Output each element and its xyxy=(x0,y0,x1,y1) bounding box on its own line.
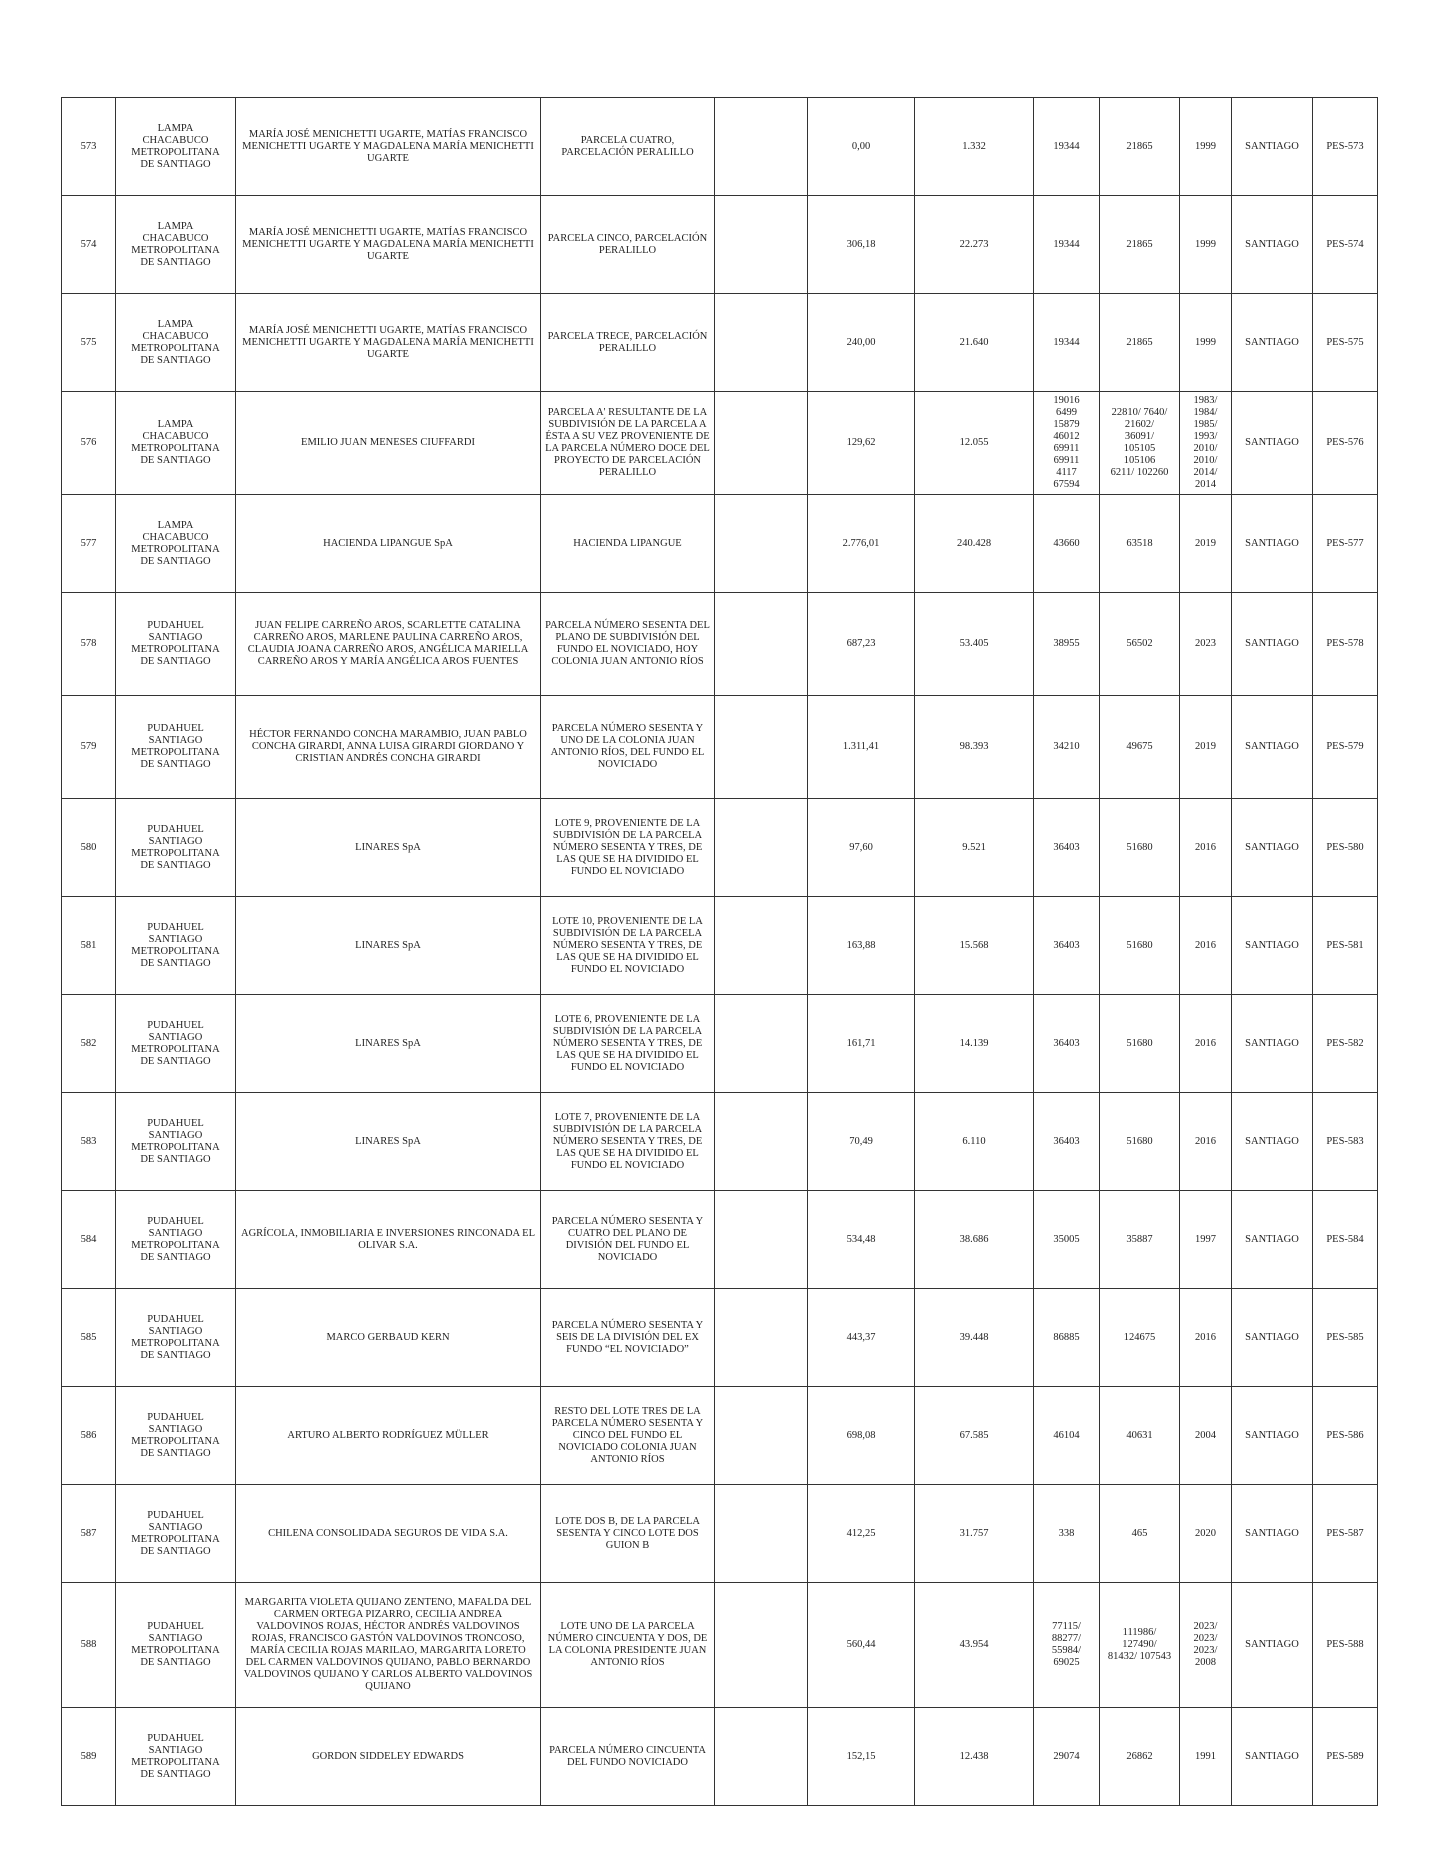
area-cell: 560,44 xyxy=(808,1583,915,1708)
area-cell: 129,62 xyxy=(808,392,915,495)
numero-cell: 465 xyxy=(1100,1485,1180,1583)
numero-cell: 26862 xyxy=(1100,1708,1180,1806)
registry-cell: SANTIAGO xyxy=(1232,1093,1313,1191)
fojas-cell: 77115/ 88277/ 55984/ 69025 xyxy=(1034,1583,1100,1708)
owner-cell: MARÍA JOSÉ MENICHETTI UGARTE, MATÍAS FRANCISCO MENICHETTI UGARTE Y MAGDALENA MARÍA MENICHETTI UGARTE xyxy=(236,196,541,294)
area-cell: 2.776,01 xyxy=(808,495,915,593)
property-cell: LOTE 9, PROVENIENTE DE LA SUBDIVISIÓN DE LA PARCELA NÚMERO SESENTA Y TRES, DE LAS QUE SE HA DIVIDIDO EL FUNDO EL NOVICIADO xyxy=(541,799,715,897)
owner-cell: HÉCTOR FERNANDO CONCHA MARAMBIO, JUAN PABLO CONCHA GIRARDI, ANNA LUISA GIRARDI GIORDANO Y CRISTIAN ANDRÉS CONCHA GIRARDI xyxy=(236,696,541,799)
year-cell: 1991 xyxy=(1180,1708,1232,1806)
table-row xyxy=(62,995,1378,1093)
area-cell: 152,15 xyxy=(808,1708,915,1806)
row-number: 574 xyxy=(62,196,116,294)
code-cell: PES-580 xyxy=(1313,799,1378,897)
code-cell: PES-588 xyxy=(1313,1583,1378,1708)
area-cell: 97,60 xyxy=(808,799,915,897)
table-row xyxy=(62,1387,1378,1485)
value-cell: 9.521 xyxy=(915,799,1034,897)
value-cell: 1.332 xyxy=(915,98,1034,196)
blank-cell xyxy=(715,1289,808,1387)
numero-cell: 35887 xyxy=(1100,1191,1180,1289)
comuna-cell: LAMPA CHACABUCO METROPOLITANA DE SANTIAGO xyxy=(116,392,236,495)
property-cell: PARCELA NÚMERO SESENTA Y SEIS DE LA DIVISIÓN DEL EX FUNDO “EL NOVICIADO” xyxy=(541,1289,715,1387)
fojas-cell: 43660 xyxy=(1034,495,1100,593)
comuna-cell: PUDAHUEL SANTIAGO METROPOLITANA DE SANTIAGO xyxy=(116,897,236,995)
year-cell: 2004 xyxy=(1180,1387,1232,1485)
table-row xyxy=(62,98,1378,196)
owner-cell: MARÍA JOSÉ MENICHETTI UGARTE, MATÍAS FRANCISCO MENICHETTI UGARTE Y MAGDALENA MARÍA MENICHETTI UGARTE xyxy=(236,294,541,392)
owner-cell: JUAN FELIPE CARREÑO AROS, SCARLETTE CATALINA CARREÑO AROS, MARLENE PAULINA CARREÑO AROS, CLAUDIA JOANA CARREÑO AROS, ANGÉLICA MARIELLA CARREÑO AROS Y MARÍA ANGÉLICA AROS FUENTES xyxy=(236,593,541,696)
year-cell: 1983/ 1984/ 1985/ 1993/ 2010/ 2010/ 2014/ 2014 xyxy=(1180,392,1232,495)
area-cell: 698,08 xyxy=(808,1387,915,1485)
value-cell: 12.438 xyxy=(915,1708,1034,1806)
row-number: 588 xyxy=(62,1583,116,1708)
numero-cell: 56502 xyxy=(1100,593,1180,696)
blank-cell xyxy=(715,392,808,495)
registry-cell: SANTIAGO xyxy=(1232,98,1313,196)
area-cell: 161,71 xyxy=(808,995,915,1093)
property-cell: LOTE 7, PROVENIENTE DE LA SUBDIVISIÓN DE LA PARCELA NÚMERO SESENTA Y TRES, DE LAS QUE SE HA DIVIDIDO EL FUNDO EL NOVICIADO xyxy=(541,1093,715,1191)
comuna-cell: LAMPA CHACABUCO METROPOLITANA DE SANTIAGO xyxy=(116,294,236,392)
table-row xyxy=(62,495,1378,593)
fojas-cell: 86885 xyxy=(1034,1289,1100,1387)
registry-cell: SANTIAGO xyxy=(1232,995,1313,1093)
comuna-cell: PUDAHUEL SANTIAGO METROPOLITANA DE SANTIAGO xyxy=(116,1485,236,1583)
row-number: 578 xyxy=(62,593,116,696)
comuna-cell: LAMPA CHACABUCO METROPOLITANA DE SANTIAGO xyxy=(116,98,236,196)
registry-cell: SANTIAGO xyxy=(1232,696,1313,799)
property-cell: LOTE UNO DE LA PARCELA NÚMERO CINCUENTA Y DOS, DE LA COLONIA PRESIDENTE JUAN ANTONIO RÍOS xyxy=(541,1583,715,1708)
table-row xyxy=(62,392,1378,495)
registry-cell: SANTIAGO xyxy=(1232,1708,1313,1806)
fojas-cell: 19344 xyxy=(1034,98,1100,196)
registry-cell: SANTIAGO xyxy=(1232,196,1313,294)
comuna-cell: PUDAHUEL SANTIAGO METROPOLITANA DE SANTIAGO xyxy=(116,1387,236,1485)
blank-cell xyxy=(715,1485,808,1583)
registry-cell: SANTIAGO xyxy=(1232,1485,1313,1583)
table-row xyxy=(62,897,1378,995)
blank-cell xyxy=(715,98,808,196)
owner-cell: MARÍA JOSÉ MENICHETTI UGARTE, MATÍAS FRANCISCO MENICHETTI UGARTE Y MAGDALENA MARÍA MENICHETTI UGARTE xyxy=(236,98,541,196)
blank-cell xyxy=(715,799,808,897)
fojas-cell: 36403 xyxy=(1034,995,1100,1093)
value-cell: 22.273 xyxy=(915,196,1034,294)
code-cell: PES-585 xyxy=(1313,1289,1378,1387)
registry-cell: SANTIAGO xyxy=(1232,897,1313,995)
code-cell: PES-589 xyxy=(1313,1708,1378,1806)
registry-cell: SANTIAGO xyxy=(1232,1191,1313,1289)
comuna-cell: PUDAHUEL SANTIAGO METROPOLITANA DE SANTIAGO xyxy=(116,1583,236,1708)
year-cell: 1999 xyxy=(1180,196,1232,294)
table-row xyxy=(62,593,1378,696)
row-number: 581 xyxy=(62,897,116,995)
numero-cell: 111986/ 127490/ 81432/ 107543 xyxy=(1100,1583,1180,1708)
area-cell: 412,25 xyxy=(808,1485,915,1583)
comuna-cell: PUDAHUEL SANTIAGO METROPOLITANA DE SANTIAGO xyxy=(116,995,236,1093)
blank-cell xyxy=(715,995,808,1093)
numero-cell: 51680 xyxy=(1100,995,1180,1093)
fojas-cell: 338 xyxy=(1034,1485,1100,1583)
value-cell: 43.954 xyxy=(915,1583,1034,1708)
blank-cell xyxy=(715,1708,808,1806)
comuna-cell: PUDAHUEL SANTIAGO METROPOLITANA DE SANTIAGO xyxy=(116,1191,236,1289)
blank-cell xyxy=(715,1191,808,1289)
fojas-cell: 36403 xyxy=(1034,897,1100,995)
numero-cell: 51680 xyxy=(1100,799,1180,897)
property-cell: LOTE 6, PROVENIENTE DE LA SUBDIVISIÓN DE LA PARCELA NÚMERO SESENTA Y TRES, DE LAS QUE SE HA DIVIDIDO EL FUNDO EL NOVICIADO xyxy=(541,995,715,1093)
row-number: 579 xyxy=(62,696,116,799)
value-cell: 53.405 xyxy=(915,593,1034,696)
code-cell: PES-575 xyxy=(1313,294,1378,392)
row-number: 577 xyxy=(62,495,116,593)
registry-cell: SANTIAGO xyxy=(1232,1387,1313,1485)
numero-cell: 49675 xyxy=(1100,696,1180,799)
owner-cell: LINARES SpA xyxy=(236,1093,541,1191)
value-cell: 38.686 xyxy=(915,1191,1034,1289)
area-cell: 306,18 xyxy=(808,196,915,294)
code-cell: PES-577 xyxy=(1313,495,1378,593)
owner-cell: LINARES SpA xyxy=(236,995,541,1093)
area-cell: 534,48 xyxy=(808,1191,915,1289)
property-cell: PARCELA A' RESULTANTE DE LA SUBDIVISIÓN DE LA PARCELA A ÉSTA A SU VEZ PROVENIENTE DE LA PARCELA NÚMERO DOCE DEL PROYECTO DE PARCELACIÓN PERALILLO xyxy=(541,392,715,495)
blank-cell xyxy=(715,1093,808,1191)
area-cell: 443,37 xyxy=(808,1289,915,1387)
value-cell: 15.568 xyxy=(915,897,1034,995)
blank-cell xyxy=(715,495,808,593)
comuna-cell: PUDAHUEL SANTIAGO METROPOLITANA DE SANTIAGO xyxy=(116,696,236,799)
code-cell: PES-584 xyxy=(1313,1191,1378,1289)
owner-cell: LINARES SpA xyxy=(236,897,541,995)
year-cell: 2023 xyxy=(1180,593,1232,696)
value-cell: 39.448 xyxy=(915,1289,1034,1387)
row-number: 573 xyxy=(62,98,116,196)
comuna-cell: PUDAHUEL SANTIAGO METROPOLITANA DE SANTIAGO xyxy=(116,593,236,696)
year-cell: 1999 xyxy=(1180,98,1232,196)
table-row xyxy=(62,799,1378,897)
fojas-cell: 36403 xyxy=(1034,1093,1100,1191)
table-row xyxy=(62,1191,1378,1289)
owner-cell: MARGARITA VIOLETA QUIJANO ZENTENO, MAFALDA DEL CARMEN ORTEGA PIZARRO, CECILIA ANDREA VALDOVINOS ROJAS, HÉCTOR ANDRÉS VALDOVINOS ROJAS, FRANCISCO GASTÓN VALDOVINOS TRONCOSO, MARÍA CECILIA ROJAS MARILAO, MARGARITA LORETO DEL CARMEN VALDOVINOS QUIJANO, PABLO BERNARDO VALDOVINOS QUIJANO Y CARLOS ALBERTO VALDOVINOS QUIJANO xyxy=(236,1583,541,1708)
table-row xyxy=(62,1093,1378,1191)
row-number: 582 xyxy=(62,995,116,1093)
table-body xyxy=(62,98,1378,1806)
comuna-cell: LAMPA CHACABUCO METROPOLITANA DE SANTIAGO xyxy=(116,196,236,294)
year-cell: 2016 xyxy=(1180,995,1232,1093)
row-number: 584 xyxy=(62,1191,116,1289)
owner-cell: GORDON SIDDELEY EDWARDS xyxy=(236,1708,541,1806)
code-cell: PES-581 xyxy=(1313,897,1378,995)
property-cell: PARCELA NÚMERO SESENTA DEL PLANO DE SUBDIVISIÓN DEL FUNDO EL NOVICIADO, HOY COLONIA JUAN ANTONIO RÍOS xyxy=(541,593,715,696)
owner-cell: CHILENA CONSOLIDADA SEGUROS DE VIDA S.A. xyxy=(236,1485,541,1583)
fojas-cell: 19344 xyxy=(1034,196,1100,294)
value-cell: 67.585 xyxy=(915,1387,1034,1485)
code-cell: PES-586 xyxy=(1313,1387,1378,1485)
blank-cell xyxy=(715,294,808,392)
owner-cell: LINARES SpA xyxy=(236,799,541,897)
owner-cell: MARCO GERBAUD KERN xyxy=(236,1289,541,1387)
property-cell: PARCELA NÚMERO SESENTA Y CUATRO DEL PLANO DE DIVISIÓN DEL FUNDO EL NOVICIADO xyxy=(541,1191,715,1289)
comuna-cell: PUDAHUEL SANTIAGO METROPOLITANA DE SANTIAGO xyxy=(116,1093,236,1191)
area-cell: 240,00 xyxy=(808,294,915,392)
table-row xyxy=(62,1485,1378,1583)
year-cell: 1997 xyxy=(1180,1191,1232,1289)
value-cell: 21.640 xyxy=(915,294,1034,392)
document-page xyxy=(61,97,1378,1806)
numero-cell: 51680 xyxy=(1100,897,1180,995)
row-number: 589 xyxy=(62,1708,116,1806)
code-cell: PES-579 xyxy=(1313,696,1378,799)
property-cell: PARCELA NÚMERO CINCUENTA DEL FUNDO NOVICIADO xyxy=(541,1708,715,1806)
value-cell: 12.055 xyxy=(915,392,1034,495)
row-number: 580 xyxy=(62,799,116,897)
registry-cell: SANTIAGO xyxy=(1232,392,1313,495)
row-number: 587 xyxy=(62,1485,116,1583)
value-cell: 31.757 xyxy=(915,1485,1034,1583)
row-number: 583 xyxy=(62,1093,116,1191)
year-cell: 1999 xyxy=(1180,294,1232,392)
fojas-cell: 35005 xyxy=(1034,1191,1100,1289)
property-cell: PARCELA CINCO, PARCELACIÓN PERALILLO xyxy=(541,196,715,294)
property-cell: LOTE 10, PROVENIENTE DE LA SUBDIVISIÓN DE LA PARCELA NÚMERO SESENTA Y TRES, DE LAS QUE SE HA DIVIDIDO EL FUNDO EL NOVICIADO xyxy=(541,897,715,995)
numero-cell: 21865 xyxy=(1100,294,1180,392)
year-cell: 2023/ 2023/ 2023/ 2008 xyxy=(1180,1583,1232,1708)
year-cell: 2016 xyxy=(1180,897,1232,995)
value-cell: 14.139 xyxy=(915,995,1034,1093)
numero-cell: 21865 xyxy=(1100,98,1180,196)
row-number: 585 xyxy=(62,1289,116,1387)
fojas-cell: 19016 6499 15879 46012 69911 69911 4117 67594 xyxy=(1034,392,1100,495)
property-cell: HACIENDA LIPANGUE xyxy=(541,495,715,593)
property-cell: PARCELA CUATRO, PARCELACIÓN PERALILLO xyxy=(541,98,715,196)
property-cell: PARCELA NÚMERO SESENTA Y UNO DE LA COLONIA JUAN ANTONIO RÍOS, DEL FUNDO EL NOVICIADO xyxy=(541,696,715,799)
blank-cell xyxy=(715,593,808,696)
registry-cell: SANTIAGO xyxy=(1232,294,1313,392)
value-cell: 240.428 xyxy=(915,495,1034,593)
table-row xyxy=(62,1583,1378,1708)
registry-cell: SANTIAGO xyxy=(1232,799,1313,897)
area-cell: 1.311,41 xyxy=(808,696,915,799)
blank-cell xyxy=(715,1387,808,1485)
blank-cell xyxy=(715,196,808,294)
year-cell: 2019 xyxy=(1180,696,1232,799)
registry-cell: SANTIAGO xyxy=(1232,593,1313,696)
numero-cell: 21865 xyxy=(1100,196,1180,294)
value-cell: 98.393 xyxy=(915,696,1034,799)
value-cell: 6.110 xyxy=(915,1093,1034,1191)
property-cell: PARCELA TRECE, PARCELACIÓN PERALILLO xyxy=(541,294,715,392)
fojas-cell: 29074 xyxy=(1034,1708,1100,1806)
comuna-cell: PUDAHUEL SANTIAGO METROPOLITANA DE SANTIAGO xyxy=(116,1289,236,1387)
fojas-cell: 36403 xyxy=(1034,799,1100,897)
numero-cell: 63518 xyxy=(1100,495,1180,593)
property-cell: RESTO DEL LOTE TRES DE LA PARCELA NÚMERO SESENTA Y CINCO DEL FUNDO EL NOVICIADO COLONIA JUAN ANTONIO RÍOS xyxy=(541,1387,715,1485)
table-row xyxy=(62,696,1378,799)
table-row xyxy=(62,196,1378,294)
code-cell: PES-583 xyxy=(1313,1093,1378,1191)
table-row xyxy=(62,1289,1378,1387)
registry-cell: SANTIAGO xyxy=(1232,1289,1313,1387)
numero-cell: 124675 xyxy=(1100,1289,1180,1387)
property-cell: LOTE DOS B, DE LA PARCELA SESENTA Y CINCO LOTE DOS GUION B xyxy=(541,1485,715,1583)
numero-cell: 51680 xyxy=(1100,1093,1180,1191)
numero-cell: 40631 xyxy=(1100,1387,1180,1485)
owner-cell: AGRÍCOLA, INMOBILIARIA E INVERSIONES RINCONADA EL OLIVAR S.A. xyxy=(236,1191,541,1289)
area-cell: 687,23 xyxy=(808,593,915,696)
code-cell: PES-578 xyxy=(1313,593,1378,696)
row-number: 576 xyxy=(62,392,116,495)
code-cell: PES-582 xyxy=(1313,995,1378,1093)
row-number: 586 xyxy=(62,1387,116,1485)
blank-cell xyxy=(715,696,808,799)
area-cell: 163,88 xyxy=(808,897,915,995)
code-cell: PES-587 xyxy=(1313,1485,1378,1583)
property-records-table xyxy=(61,97,1378,1806)
year-cell: 2016 xyxy=(1180,1093,1232,1191)
owner-cell: HACIENDA LIPANGUE SpA xyxy=(236,495,541,593)
year-cell: 2020 xyxy=(1180,1485,1232,1583)
registry-cell: SANTIAGO xyxy=(1232,1583,1313,1708)
row-number: 575 xyxy=(62,294,116,392)
fojas-cell: 38955 xyxy=(1034,593,1100,696)
year-cell: 2016 xyxy=(1180,1289,1232,1387)
code-cell: PES-576 xyxy=(1313,392,1378,495)
fojas-cell: 34210 xyxy=(1034,696,1100,799)
area-cell: 70,49 xyxy=(808,1093,915,1191)
comuna-cell: LAMPA CHACABUCO METROPOLITANA DE SANTIAGO xyxy=(116,495,236,593)
fojas-cell: 19344 xyxy=(1034,294,1100,392)
table-row xyxy=(62,1708,1378,1806)
table-row xyxy=(62,294,1378,392)
registry-cell: SANTIAGO xyxy=(1232,495,1313,593)
owner-cell: ARTURO ALBERTO RODRÍGUEZ MÜLLER xyxy=(236,1387,541,1485)
year-cell: 2019 xyxy=(1180,495,1232,593)
code-cell: PES-573 xyxy=(1313,98,1378,196)
comuna-cell: PUDAHUEL SANTIAGO METROPOLITANA DE SANTIAGO xyxy=(116,1708,236,1806)
fojas-cell: 46104 xyxy=(1034,1387,1100,1485)
year-cell: 2016 xyxy=(1180,799,1232,897)
blank-cell xyxy=(715,1583,808,1708)
numero-cell: 22810/ 7640/ 21602/ 36091/ 105105 105106 6211/ 102260 xyxy=(1100,392,1180,495)
area-cell: 0,00 xyxy=(808,98,915,196)
comuna-cell: PUDAHUEL SANTIAGO METROPOLITANA DE SANTIAGO xyxy=(116,799,236,897)
code-cell: PES-574 xyxy=(1313,196,1378,294)
owner-cell: EMILIO JUAN MENESES CIUFFARDI xyxy=(236,392,541,495)
blank-cell xyxy=(715,897,808,995)
